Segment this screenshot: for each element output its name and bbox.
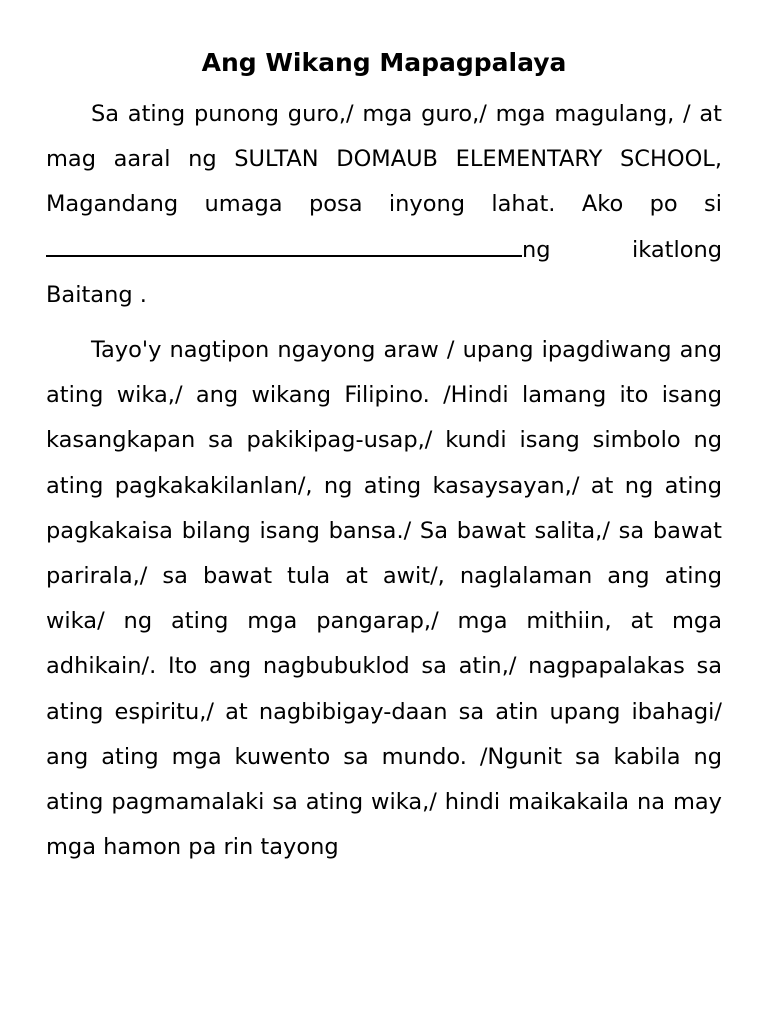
paragraph-greeting: [46, 92, 722, 318]
name-blank-line: [46, 231, 522, 257]
greeting-text: Sa ating punong guro,/ mga guro,/ mga magulang, / at mag aaral ng SULTAN DOMAUB ELEMENTARY SCHOOL, Magandang umaga posa inyong lahat. Ako po si: [46, 101, 722, 218]
paragraph-body: Tayo'y nagtipon ngayong araw / upang ipagdiwang ang ating wika,/ ang wikang Filipino. /Hindi lamang ito isang kasangkapan sa pakikipag-usap,/ kundi isang simbolo ng ating pagkakakilanlan/, ng ating kasaysayan,/ at ng ating pagkakaisa bilang isang bansa./ Sa bawat salita,/ sa bawat parirala,/ sa bawat tula at awit/, naglalaman ang ating wika/ ng ating mga pangarap,/ mga mithiin, at mga adhikain/. Ito ang nagbubuklod sa atin,/ nagpapalakas sa ating espiritu,/ at nagbibigay-daan sa atin upang ibahagi/ ang ating mga kuwento sa mundo. /Ngunit sa kabila ng ating pagmamalaki sa ating wika,/ hindi maikakaila na may mga hamon pa rin tayong: [46, 337, 722, 861]
grade-text: ng ikatlong Baitang .: [46, 236, 722, 308]
page-title: Ang Wikang Mapagpalaya: [201, 48, 567, 77]
